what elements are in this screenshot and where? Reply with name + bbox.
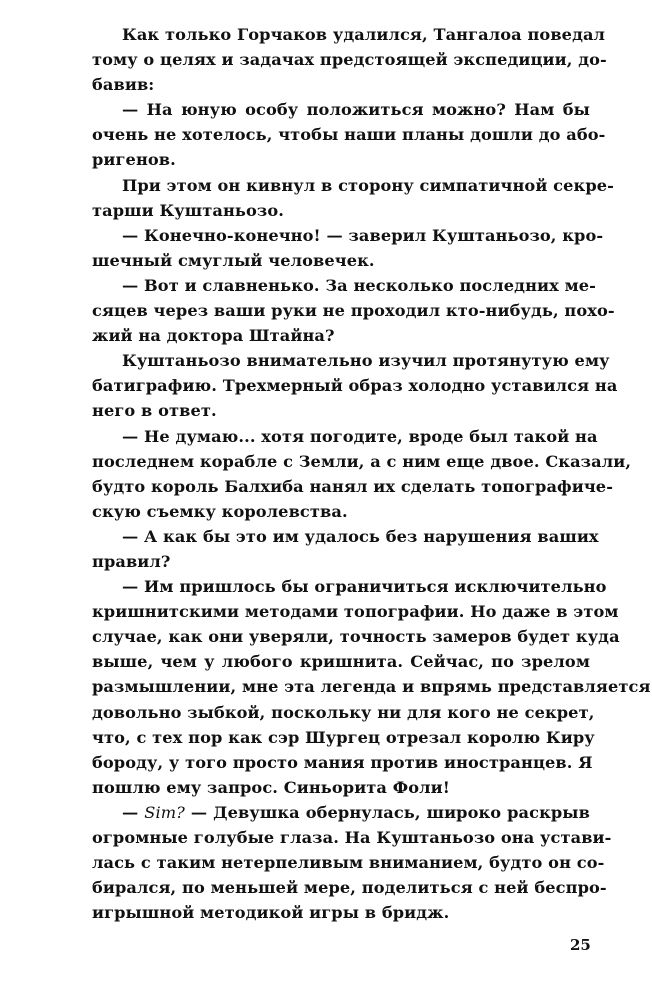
text-span: — Девушка обернулась, широко раскрыв <box>184 802 590 822</box>
text-line: бороду, у того просто мания против иностранцев. Я <box>92 752 593 772</box>
text-line: — А как бы это им удалось без нарушения ваших <box>122 526 599 546</box>
text-line: скую съемку королевства. <box>92 501 348 521</box>
text-line: батиграфию. Трехмерный образ холодно уставился на <box>92 376 618 396</box>
text-line: правил? <box>92 551 171 571</box>
text-line <box>92 800 590 825</box>
text-line: что, с тех пор как сэр Шургец отрезал королю Киру <box>92 727 595 747</box>
text-line: будто король Балхиба нанял их сделать топографиче- <box>92 476 614 496</box>
page-number: 25 <box>570 936 591 954</box>
text-line: тарши Куштаньозо. <box>92 200 284 220</box>
text-line: кришнитскими методами топографии. Но даже в этом <box>92 602 619 622</box>
text-line: выше, чем у любого кришнита. Сейчас, по зрелом <box>92 652 590 672</box>
text-line: Куштаньозо внимательно изучил протянутую ему <box>122 351 610 371</box>
text-line: — Не думаю... хотя погодите, вроде был такой на <box>122 426 598 446</box>
text-line: шечный смуглый человечек. <box>92 250 375 270</box>
text-line: — Конечно-конечно! — заверил Куштаньозо, кро- <box>122 225 604 245</box>
text-line: — На юную особу положиться можно? Нам бы <box>122 100 590 120</box>
text-line: ригенов. <box>92 150 176 170</box>
text-line: — Им пришлось бы ограничиться исключительно <box>122 577 607 597</box>
text-span: — <box>122 802 145 822</box>
page-body-text <box>92 22 651 925</box>
text-line: него в ответ. <box>92 401 217 421</box>
text-line: игрышной методикой игры в бридж. <box>92 903 450 923</box>
text-line: довольно зыбкой, поскольку ни для кого не секрет, <box>92 702 595 722</box>
text-line: тому о целях и задачах предстоящей экспедиции, до- <box>92 50 607 70</box>
text-line: жий на доктора Штайна? <box>92 326 335 346</box>
text-line: последнем корабле с Земли, а с ним еще двое. Сказали, <box>92 451 632 471</box>
text-line: бавив: <box>92 75 155 95</box>
text-line: — Вот и славненько. За несколько последних ме- <box>122 275 596 295</box>
text-line: размышлении, мне эта легенда и впрямь представляется <box>92 677 651 697</box>
text-line: очень не хотелось, чтобы наши планы дошли до або- <box>92 125 606 145</box>
text-line: Как только Горчаков удалился, Тангалоа поведал <box>122 25 606 44</box>
text-line: случае, как они уверяли, точность замеров будет куда <box>92 627 620 647</box>
text-line: бирался, по меньшей мере, поделиться с ней беспро- <box>92 878 607 898</box>
text-line: пошлю ему запрос. Синьорита Фоли! <box>92 777 450 797</box>
text-line: огромные голубые глаза. На Куштаньозо она устави- <box>92 828 612 847</box>
text-line: лась с таким нетерпеливым вниманием, будто он со- <box>92 853 605 873</box>
text-line: При этом он кивнул в сторону симпатичной секре- <box>122 175 614 195</box>
text-line: сяцев через ваши руки не проходил кто-нибудь, похо- <box>92 301 615 321</box>
italic-word: Sim? <box>144 802 185 822</box>
